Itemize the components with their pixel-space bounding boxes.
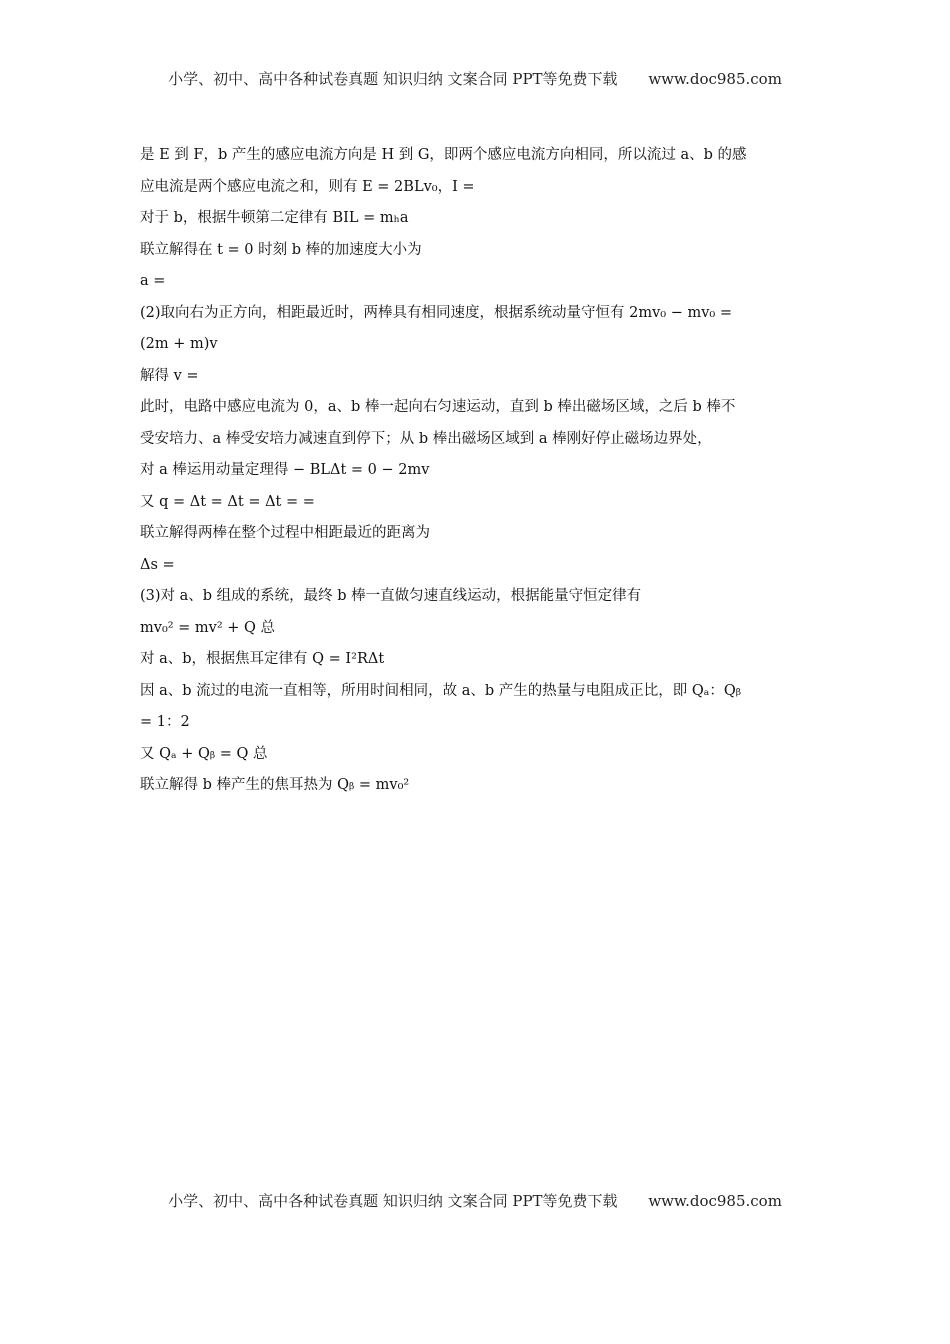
header-site-link[interactable]: www.doc985.com [648,70,782,88]
text-line: 应电流是两个感应电流之和，则有 E = 2BLv₀，I = [140,178,475,195]
footer-site-link[interactable]: www.doc985.com [648,1192,782,1210]
header-text: 小学、初中、高中各种试卷真题 知识归纳 文案合同 PPT等免费下载 [168,70,618,88]
text-line: = 1：2 [140,714,190,730]
text-line: 又 q = Δt = Δt = Δt = = [140,493,315,510]
text-line: 是 E 到 F，b 产生的感应电流方向是 H 到 G，即两个感应电流方向相同，所以流过 a、b 的感 [140,147,747,163]
text-line: a = [140,273,166,289]
text-line: 解得 v = [140,367,199,384]
text-line: 此时，电路中感应电流为 0，a、b 棒一起向右匀速运动，直到 b 棒出磁场区域，之后 b 棒不 [140,399,736,415]
text-line: (2m + m)v [140,336,218,352]
text-line: mv₀² = mv² + Q 总 [140,619,276,636]
text-line: 联立解得 b 棒产生的焦耳热为 Qᵦ = mv₀² [140,777,410,793]
page-footer [0,1190,950,1211]
text-line: 因 a、b 流过的电流一直相等，所用时间相同，故 a、b 产生的热量与电阻成正比，即 Qₐ：Qᵦ [140,682,742,699]
text-line: (2)取向右为正方向，相距最近时，两棒具有相同速度，根据系统动量守恒有 2mv₀ − mv₀ = [140,304,733,321]
text-line: Δs = [140,556,175,573]
text-line: 对 a 棒运用动量定理得 − BLΔt = 0 − 2mv [140,462,430,478]
text-line: 又 Qₐ + Qᵦ = Q 总 [140,745,268,762]
footer-text: 小学、初中、高中各种试卷真题 知识归纳 文案合同 PPT等免费下载 [168,1192,618,1210]
text-line: 对 a、b，根据焦耳定律有 Q = I²RΔt [140,651,385,667]
text-line: 受安培力、a 棒受安培力减速直到停下；从 b 棒出磁场区域到 a 棒刚好停止磁场边界处， [140,430,712,447]
text-line: 联立解得两棒在整个过程中相距最近的距离为 [140,525,430,541]
page-header [0,68,950,89]
text-line: 对于 b，根据牛顿第二定律有 BIL = mₕa [140,210,409,226]
solution-text [140,140,815,802]
text-line: (3)对 a、b 组成的系统，最终 b 棒一直做匀速直线运动，根据能量守恒定律有 [140,588,642,604]
text-line: 联立解得在 t = 0 时刻 b 棒的加速度大小为 [140,241,422,258]
